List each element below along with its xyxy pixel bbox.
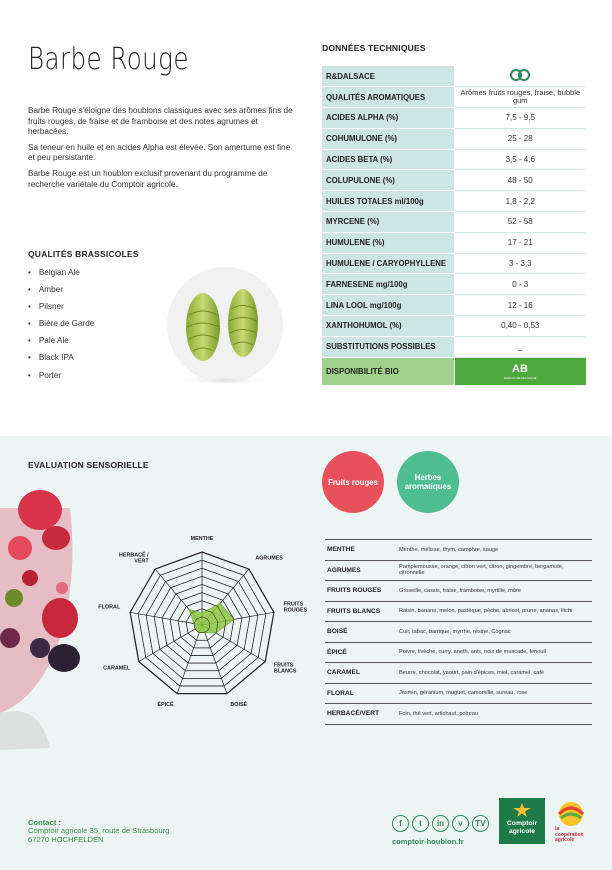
address-line: Comptoir agricole 35, route de Strasbourg [28,826,170,836]
tech-value: 17 - 21 [454,232,586,253]
qualites-title: QUALITÉS BRASSICOLES [28,249,139,259]
facebook-icon[interactable]: f [392,815,409,832]
tech-key: MYRCENE (%) [322,212,454,233]
aroma-value: Groseille, cassis, fraise, framboise, myrtille, mûre [397,581,592,602]
table-row [322,108,586,129]
table-row [322,232,586,253]
tech-value: 25 - 28 [454,128,586,149]
table-row [322,212,586,233]
table-row [322,295,586,316]
aroma-key: FRUITS ROUGES [325,581,397,602]
table-row [325,642,592,663]
contact-block [28,819,169,844]
aroma-value: Menthe, mélisse, thym, camphre, sauge [397,540,592,561]
tech-key: SUBSTITUTIONS POSSIBLES [322,336,454,357]
list-item: • Pilsner [28,302,139,319]
tech-value: 7,5 - 9,5 [454,108,586,129]
tech-key: LINA LOOL mg/100g [322,295,454,316]
address-line: 67270 HOCHFELDEN [28,834,104,844]
table-row [322,274,586,295]
eval-title: EVALUATION SENSORIELLE [28,460,149,470]
aroma-value: Beurre, chocolat, yaourt, pain d'épices, miel, caramel, café [397,663,592,684]
radar-axis-label: HERBACÉ / VERT [118,552,149,565]
aroma-key: CARAMEL [325,663,397,684]
tech-key: COLUPULONE (%) [322,170,454,191]
list-item: • Pale Ale [28,336,139,353]
tech-value [454,357,586,385]
table-row [322,170,586,191]
table-row [322,66,586,87]
list-item: • Belgian Ale [28,268,139,285]
ab-logo-text: AB [512,363,529,376]
contact-label: Contact : [28,818,61,827]
table-row [325,540,592,561]
page-title: Barbe Rouge [28,42,189,77]
aroma-value: Foin, thé vert, artichaut, poireau [397,704,592,725]
tech-key: R&DALSACE [322,66,454,87]
aroma-key: MENTHE [325,540,397,561]
hop-cones-image [165,265,285,390]
sun-logo-icon [553,798,589,822]
logo-text: agricole [555,837,575,843]
list-item: • Bière de Garde [28,319,139,336]
aroma-key: AGRUMES [325,560,397,581]
aroma-tag-fruits-rouges: Fruits rouges [322,451,384,513]
qualites-brassicoles [28,249,139,388]
tech-value: Arômes fruits rouges, fraise, bubble gum [454,87,586,108]
radar-axis-label: FRUITS BLANCS [273,662,297,675]
aroma-key: HERBACÉ/VERT [325,704,397,725]
tech-value: 12 - 16 [454,295,586,316]
linkedin-icon[interactable]: in [432,815,449,832]
vimeo-icon[interactable]: v [452,815,469,832]
list-item: • Amber [28,285,139,302]
radar-axis-label: CARAMEL [103,665,131,672]
aroma-table [325,539,592,725]
tech-value: 3 - 3,3 [454,253,586,274]
aroma-key: BOISÉ [325,622,397,643]
twitter-icon[interactable]: t [412,815,429,832]
table-row [325,601,592,622]
aroma-value: Jasmin, géranium, muguet, camomille, sureau, rose [397,683,592,704]
rdalsace-logo-icon [509,67,531,83]
aroma-key: FLORAL [325,683,397,704]
tech-value: 1,8 - 2,2 [454,191,586,212]
tech-value [454,66,586,87]
table-row [322,316,586,337]
radar-axis-label: BOISÉ [230,701,248,708]
table-row [325,622,592,643]
intro-text [28,106,298,195]
tech-value: 3,5 - 4,6 [454,149,586,170]
table-row [322,336,586,357]
tv-icon[interactable]: TV [472,815,489,832]
website-link[interactable]: comptoir-houblon.fr [392,837,464,846]
table-row [325,663,592,684]
list-item: • Porter [28,371,139,388]
tech-value: _ [454,336,586,357]
aroma-value: Poivre, livèche, curry, aneth, anis, noix de muscade, fenouil [397,642,592,663]
logo-text: la coopération [555,826,584,838]
tech-key: XANTHOHUMOL (%) [322,316,454,337]
aroma-tag-herbes: Herbes aromatiques [397,451,459,513]
ab-bio-logo-icon [503,358,537,382]
logo-text: Comptoir agricole [506,820,538,835]
star-icon [513,803,531,817]
table-row [322,253,586,274]
comptoir-agricole-logo [499,798,545,844]
intro-paragraph: Sa teneur en huile et en acides Alpha est élevée. Son amertume est fine et peu persistante. [28,142,291,163]
tech-key: DISPONIBILITÉ BIO [322,357,454,385]
tech-value: 0 - 3 [454,274,586,295]
aroma-key: FRUITS BLANCS [325,601,397,622]
tech-key: ACIDES BETA (%) [322,149,454,170]
aroma-key: ÉPICÉ [325,642,397,663]
table-row [325,683,592,704]
tech-key: COHUMULONE (%) [322,128,454,149]
tech-key: ACIDES ALPHA (%) [322,108,454,129]
radar-axis-label: FLORAL [98,604,121,611]
radar-axis-label: FRUITS ROUGES [283,601,308,614]
radar-spoke [139,625,202,662]
intro-paragraph: Barbe Rouge s'éloigne des houblons classiques avec ses arômes fins de fruits rouges, de fraise et de framboise et des notes agrumes et herbacées. [28,106,293,137]
tech-key: FARNESENE mg/100g [322,274,454,295]
social-links [392,815,489,832]
aroma-value: Pamplemousse, orange, citron vert, citron, gingembre, bergamote, citronnelle [397,560,592,581]
radar-axis-label: AGRUMES [255,555,283,562]
beer-style-list [28,268,139,388]
radar-axis-label: ÉPICÉ [157,701,174,708]
aroma-value: Cuir, tabac, barrique, myrrhe, résine, Cognac [397,622,592,643]
table-row [322,191,586,212]
tech-title: DONNÉES TECHNIQUES [322,43,426,53]
table-row [322,357,586,385]
sensory-radar-chart [90,530,320,720]
table-row [322,87,586,108]
aroma-value: Raisin, banane, melon, pastèque, pêche, abricot, prune, ananas, litchi [397,601,592,622]
berries-glass-image [0,488,82,760]
table-row [325,704,592,725]
cooperation-agricole-logo [553,798,589,844]
tech-value: 48 - 50 [454,170,586,191]
ab-logo-subtext: AGRICULTURE BIOLOGIQUE [503,377,537,381]
intro-paragraph: Barbe Rouge est un houblon exclusif provenant du programme de recherche variétale du Comptoir agricole. [28,168,268,189]
table-row [325,560,592,581]
table-row [322,149,586,170]
radar-axis-label: MENTHE [190,536,214,542]
tech-key: HUILES TOTALES ml/100g [322,191,454,212]
table-row [322,128,586,149]
table-row [325,581,592,602]
tech-key: QUALITÉS AROMATIQUES [322,87,454,108]
tech-table [322,66,586,386]
list-item: • Black IPA [28,353,139,370]
tech-value: 52 - 58 [454,212,586,233]
tech-key: HUMULENE (%) [322,232,454,253]
tech-value: 0,40 - 0,53 [454,316,586,337]
tech-key: HUMULENE / CARYOPHYLLENE [322,253,454,274]
